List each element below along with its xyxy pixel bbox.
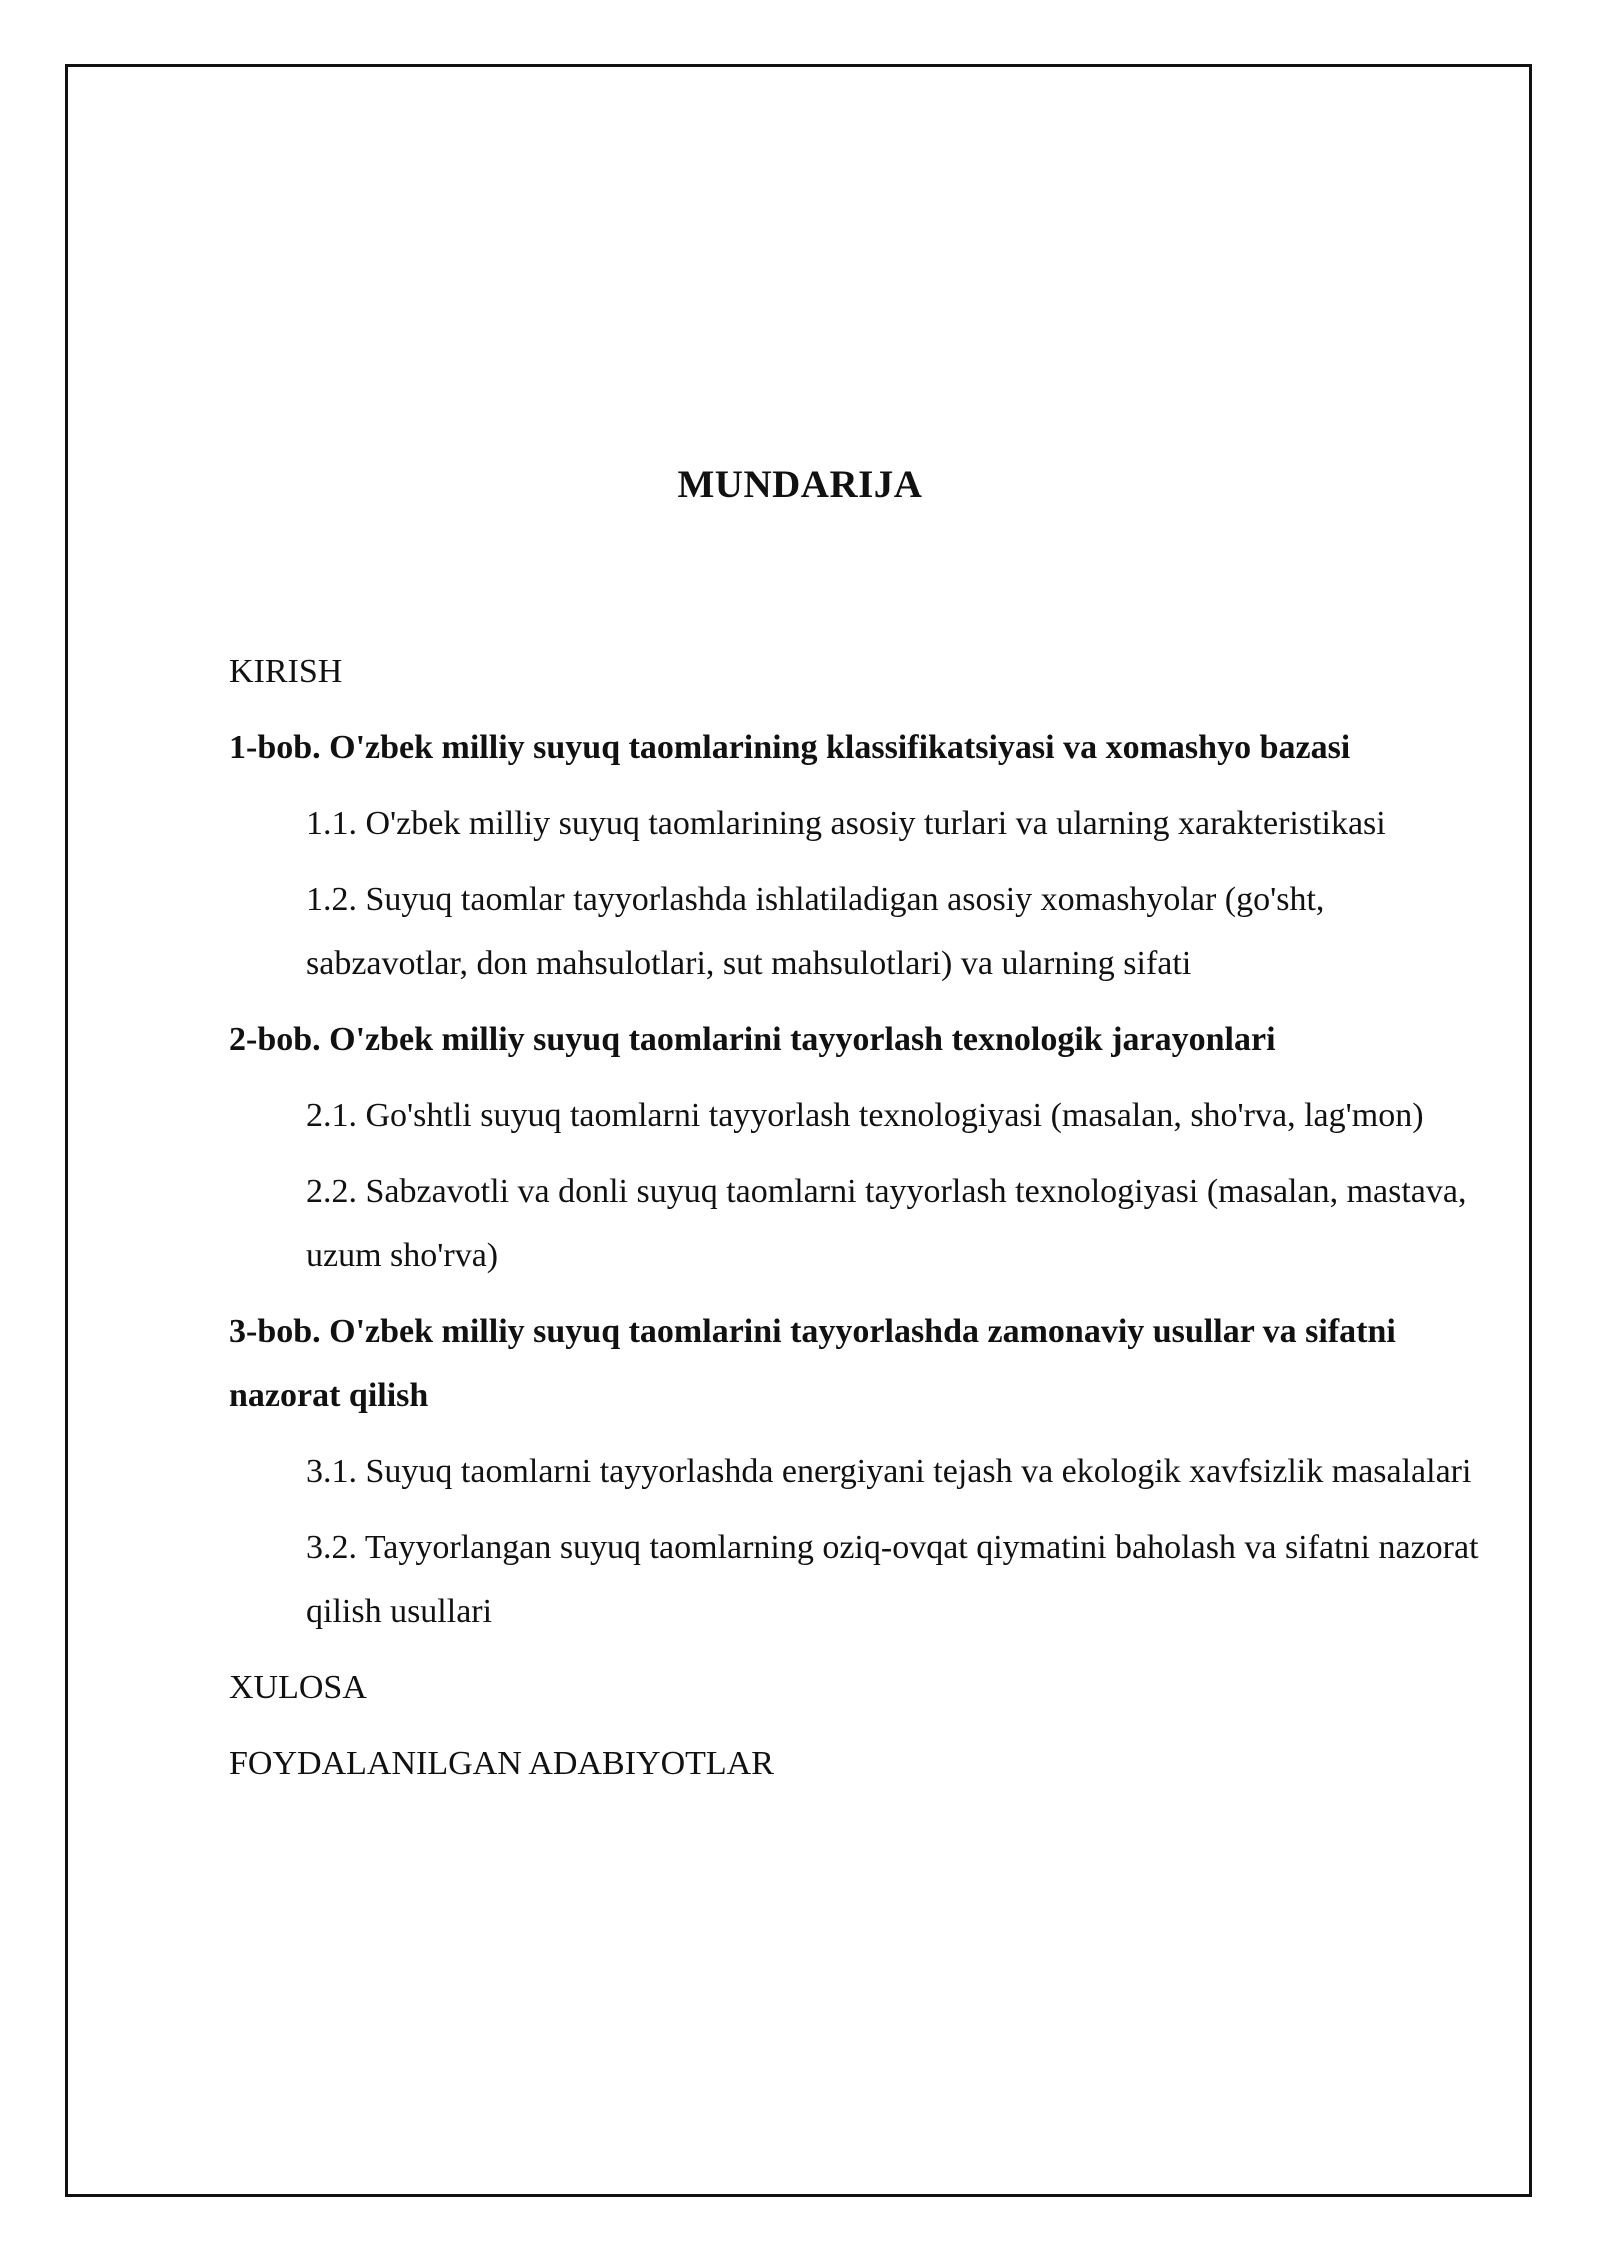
toc-chapter-1: 1-bob. O'zbek milliy suyuq taomlarining klassifikatsiyasi va xomashyo bazasi [229, 729, 1351, 766]
toc-section-2-2: 2.2. Sabzavotli va donli suyuq taomlarni tayyorlash texnologiyasi (masalan, mastava, uzum sho'rva) [306, 1173, 1467, 1274]
toc-entry-references: FOYDALANILGAN ADABIYOTLAR [229, 1745, 774, 1782]
toc-section-3-1: 3.1. Suyuq taomlarni tayyorlashda energiyani tejash va ekologik xavfsizlik masalalari [306, 1453, 1472, 1490]
toc-entry-introduction: KIRISH [229, 653, 343, 690]
toc-chapter-3: 3-bob. O'zbek milliy suyuq taomlarini tayyorlashda zamonaviy usullar va sifatni nazorat qilish [229, 1313, 1396, 1414]
toc-section-3-2: 3.2. Tayyorlangan suyuq taomlarning oziq-ovqat qiymatini baholash va sifatni nazorat qilish usullari [306, 1529, 1479, 1630]
toc-section-2-1: 2.1. Go'shtli suyuq taomlarni tayyorlash texnologiyasi (masalan, sho'rva, lag'mon) [306, 1097, 1424, 1134]
toc-section-1-1: 1.1. O'zbek milliy suyuq taomlarining asosiy turlari va ularning xarakteristikasi [306, 805, 1386, 842]
toc-section-1-2: 1.2. Suyuq taomlar tayyorlashda ishlatiladigan asosiy xomashyolar (go'sht, sabzavotlar, don mahsulotlari, sut mahsulotlari) va ularning sifati [306, 881, 1325, 982]
document-title: MUNDARIJA [677, 463, 923, 506]
toc-chapter-2: 2-bob. O'zbek milliy suyuq taomlarini tayyorlash texnologik jarayonlari [229, 1021, 1276, 1058]
table-of-contents [229, 640, 1489, 1808]
toc-entry-conclusion: XULOSA [229, 1669, 367, 1706]
